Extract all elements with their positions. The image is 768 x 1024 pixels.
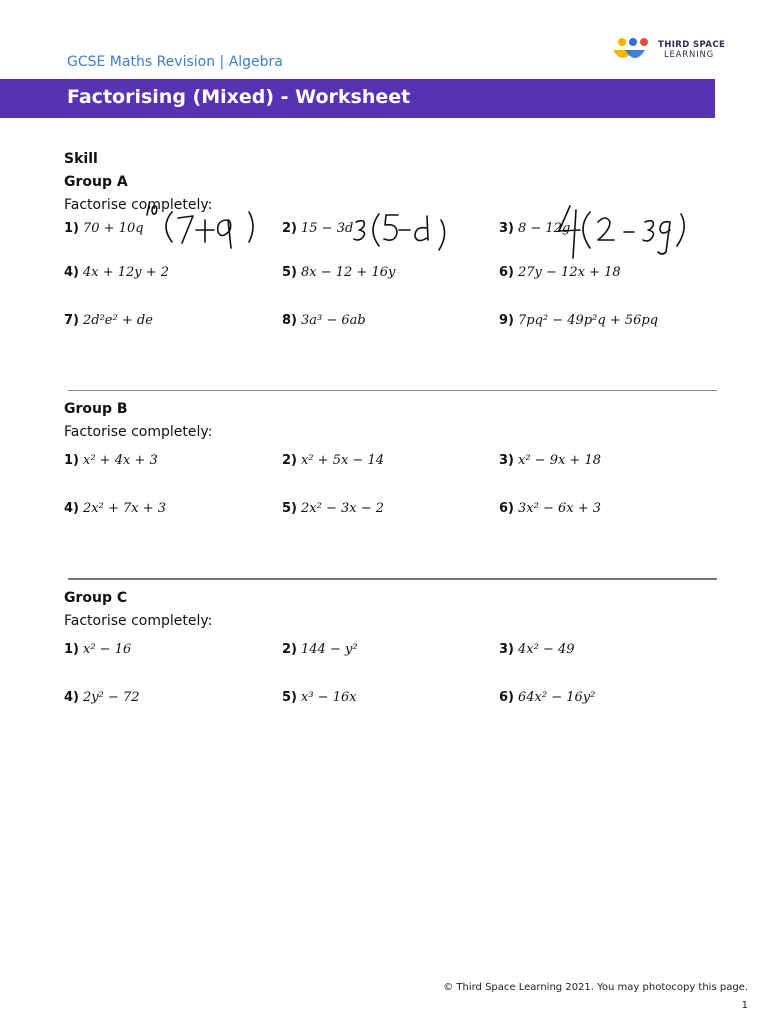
question-c4 [64,690,140,705]
group-b-instruction: Factorise completely: [64,424,213,440]
question-a8 [282,313,366,328]
question-expression: 2d²e² + de [83,313,153,328]
question-expression: 144 − y² [301,642,358,657]
question-expression: 8x − 12 + 16y [301,265,396,280]
title-banner [0,79,715,118]
question-c1 [64,642,131,657]
question-number: 3) [499,221,514,236]
question-expression: 4x + 12y + 2 [83,265,170,280]
question-b1 [64,453,158,468]
question-expression: 7pq² − 49p²q + 56pq [518,313,659,328]
question-a1 [64,221,144,236]
question-expression: 27y − 12x + 18 [518,265,621,280]
question-a4 [64,265,169,280]
question-expression: 4x² − 49 [518,642,575,657]
question-number: 3) [499,453,514,468]
question-b3 [499,453,601,468]
worksheet-subtitle: GCSE Maths Revision | Algebra [67,54,283,70]
question-number: 1) [64,642,79,657]
question-a3 [499,221,570,236]
logo-wordmark [658,40,725,60]
handwritten-answer-a3 [559,206,684,258]
question-number: 6) [499,501,514,516]
question-number: 1) [64,453,79,468]
question-number: 7) [64,313,79,328]
question-expression: 3a³ − 6ab [301,313,366,328]
question-b5 [282,501,384,516]
question-c3 [499,642,575,657]
logo-line-2: LEARNING [663,50,714,60]
question-expression: x² − 9x + 18 [518,453,602,468]
question-expression: x² + 4x + 3 [83,453,158,468]
question-expression: 2x² + 7x + 3 [83,501,167,516]
section-divider [68,578,717,580]
handwritten-answer-a2 [354,214,445,250]
question-number: 6) [499,265,514,280]
question-expression: 64x² − 16y² [518,690,596,705]
copyright-notice: © Third Space Learning 2021. You may photocopy this page. [443,982,748,993]
question-number: 2) [282,642,297,657]
question-number: 8) [282,313,297,328]
question-number: 2) [282,221,297,236]
group-b-label: Group B [64,401,128,417]
question-number: 5) [282,690,297,705]
skill-label: Skill [64,151,98,167]
question-number: 4) [64,690,79,705]
question-a2 [282,221,353,236]
question-number: 5) [282,501,297,516]
question-c2 [282,642,358,657]
question-number: 4) [64,265,79,280]
section-divider [68,390,717,391]
group-a-label: Group A [64,174,128,190]
question-number: 5) [282,265,297,280]
question-expression: 2x² − 3x − 2 [301,501,385,516]
question-expression: 8 − 12g [518,221,571,236]
question-expression: x² + 5x − 14 [301,453,385,468]
question-a6 [499,265,621,280]
question-number: 1) [64,221,79,236]
question-b4 [64,501,166,516]
group-c-label: Group C [64,590,128,606]
question-number: 9) [499,313,514,328]
question-a9 [499,313,658,328]
question-expression: x² − 16 [83,642,132,657]
page-title: Factorising (Mixed) - Worksheet [67,86,411,108]
question-expression: 70 + 10q [83,221,144,236]
question-c5 [282,690,357,705]
question-number: 2) [282,453,297,468]
question-expression: x³ − 16x [301,690,357,705]
question-a7 [64,313,153,328]
question-b2 [282,453,384,468]
third-space-learning-logo [611,36,731,66]
group-a-instruction: Factorise completely: [64,197,213,213]
page-number: 1 [741,1000,748,1011]
question-number: 3) [499,642,514,657]
question-number: 4) [64,501,79,516]
group-c-instruction: Factorise completely: [64,613,213,629]
question-c6 [499,690,595,705]
question-expression: 2y² − 72 [83,690,140,705]
question-number: 6) [499,690,514,705]
question-b6 [499,501,601,516]
logo-icon [611,36,657,66]
question-expression: 3x² − 6x + 3 [518,501,602,516]
logo-line-1: THIRD SPACE [658,40,726,50]
question-a5 [282,265,395,280]
question-expression: 15 − 3d [301,221,354,236]
